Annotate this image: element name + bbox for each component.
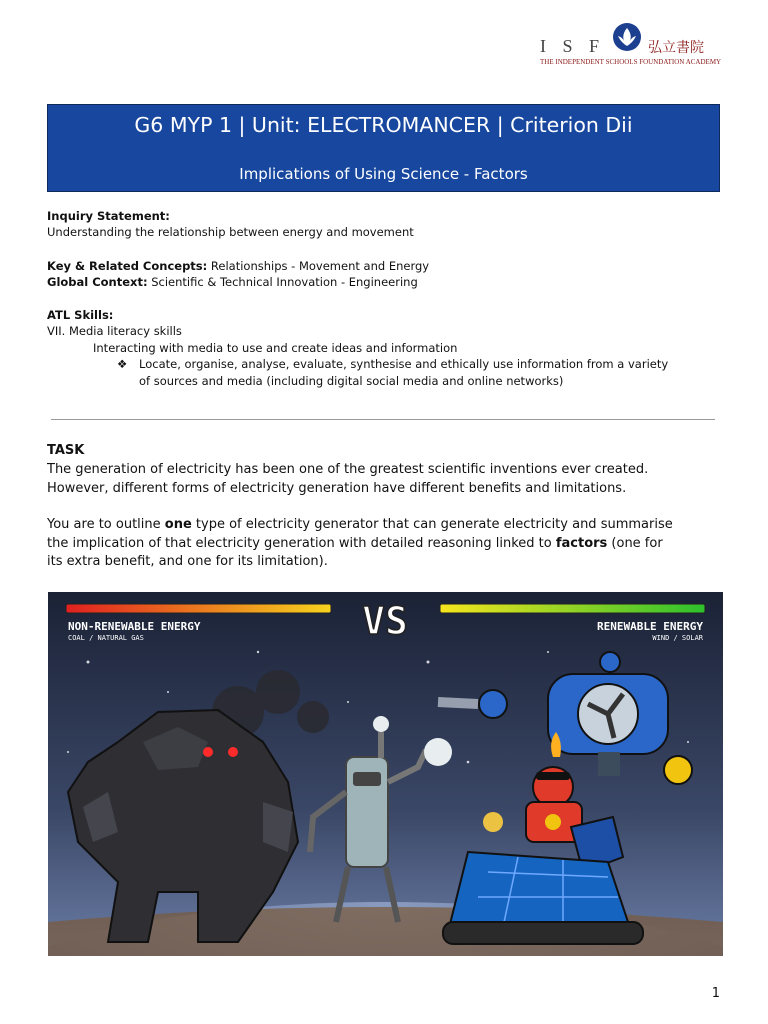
task-p2-a: You are to outline <box>47 517 165 532</box>
atl-skill: VII. Media literacy skills <box>47 324 182 338</box>
task-p2-b: type of electricity generator that can generate electricity and summarise <box>191 517 673 532</box>
key-concepts-line <box>47 258 429 274</box>
task-p2-line2b: (one for <box>607 536 663 551</box>
logo-chinese-text: 弘立書院 <box>648 40 704 56</box>
versus-label: VS <box>362 599 408 643</box>
atl-label: ATL Skills: <box>47 308 114 322</box>
atl-bullet-line2: of sources and media (including digital social media and online networks) <box>139 374 564 388</box>
global-context-line <box>47 274 418 290</box>
section-divider <box>51 419 715 420</box>
task-p1-line1: The generation of electricity has been one of the greatest scientific inventions ever created. <box>47 462 649 477</box>
task-p2-bold-factors: factors <box>555 536 608 551</box>
task-p2-line2 <box>47 535 663 554</box>
logo-isf-text: I S F <box>540 36 606 56</box>
inquiry-label: Inquiry Statement: <box>47 209 170 223</box>
right-energy-sub: WIND / SOLAR <box>652 634 703 642</box>
left-energy-sub: COAL / NATURAL GAS <box>68 634 144 642</box>
lotus-emblem-icon <box>612 22 642 52</box>
left-energy-title: NON-RENEWABLE ENERGY <box>68 620 201 633</box>
page-number: 1 <box>711 986 720 1001</box>
unit-title: G6 MYP 1 | Unit: ELECTROMANCER | Criterion Dii <box>134 113 633 137</box>
logo-subtitle: THE INDEPENDENT SCHOOLS FOUNDATION ACADEMY <box>540 58 722 66</box>
task-p1-line2: However, different forms of electricity generation have different benefits and limitations. <box>47 481 627 496</box>
key-concepts-text: Relationships - Movement and Energy <box>210 259 430 273</box>
right-energy-title: RENEWABLE ENERGY <box>597 620 703 633</box>
unit-subtitle: Implications of Using Science - Factors <box>239 165 528 183</box>
energy-vs-illustration <box>48 592 723 956</box>
task-p2-line3: its extra benefit, and one for its limitation). <box>47 554 328 569</box>
atl-subskill: Interacting with media to use and create ideas and information <box>93 341 458 355</box>
key-concepts-label: Key & Related Concepts: <box>47 259 208 273</box>
atl-bullet-line1: Locate, organise, analyse, evaluate, synthesise and ethically use information from a variety <box>139 357 669 371</box>
title-banner <box>47 104 720 192</box>
task-heading: TASK <box>47 443 85 458</box>
school-logo <box>538 22 722 70</box>
atl-bullet-icon: ❖ <box>117 357 128 371</box>
global-context-label: Global Context: <box>47 275 148 289</box>
task-p2-line2a: the implication of that electricity generation with detailed reasoning linked to <box>47 536 556 551</box>
global-context-text: Scientific & Technical Innovation - Engineering <box>151 275 418 289</box>
inquiry-text: Understanding the relationship between energy and movement <box>47 225 414 239</box>
task-p2-bold-one: one <box>164 517 192 532</box>
task-p2-line1 <box>47 516 673 535</box>
